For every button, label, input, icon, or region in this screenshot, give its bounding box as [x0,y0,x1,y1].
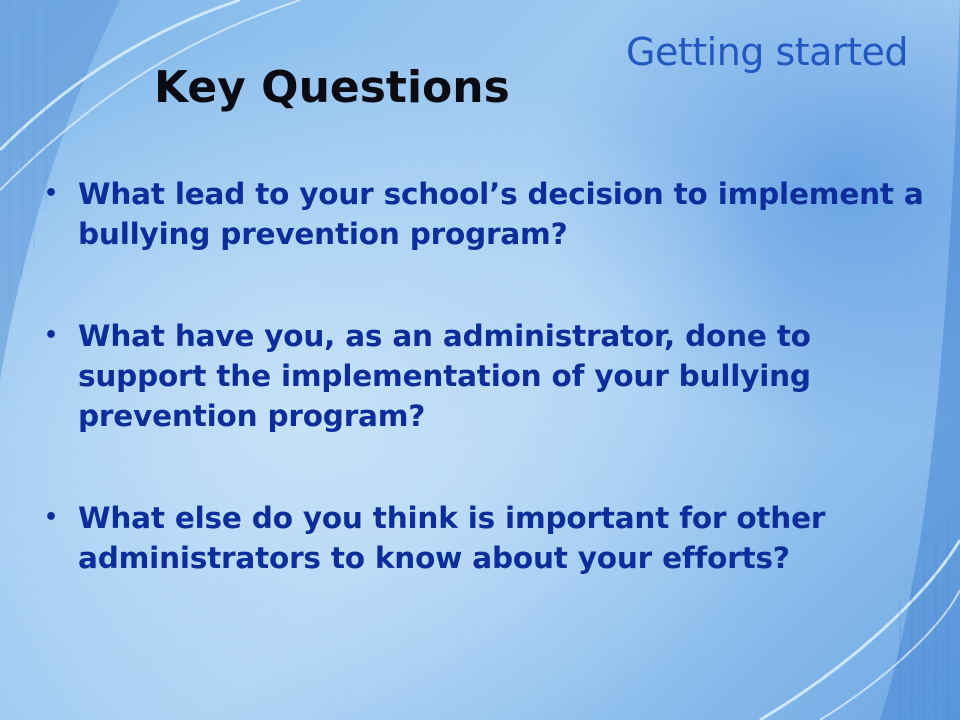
bullet-text: What else do you think is important for other administrators to know about your efforts? [78,501,826,575]
bullet-text: What have you, as an administrator, done to support the implementation of your bullying prevention program? [78,319,811,433]
slide-title: Key Questions [154,62,510,113]
bullet-dot-icon: • [44,505,58,530]
bullet-item [44,498,934,578]
bullet-text: What lead to your school’s decision to implement a bullying prevention program? [78,177,924,251]
bullet-dot-icon: • [44,323,58,348]
bullet-item [44,316,934,436]
bullet-item [44,174,934,254]
bullet-dot-icon: • [44,181,58,206]
bullet-list [44,174,934,578]
slide-subtitle: Getting started [626,30,908,74]
